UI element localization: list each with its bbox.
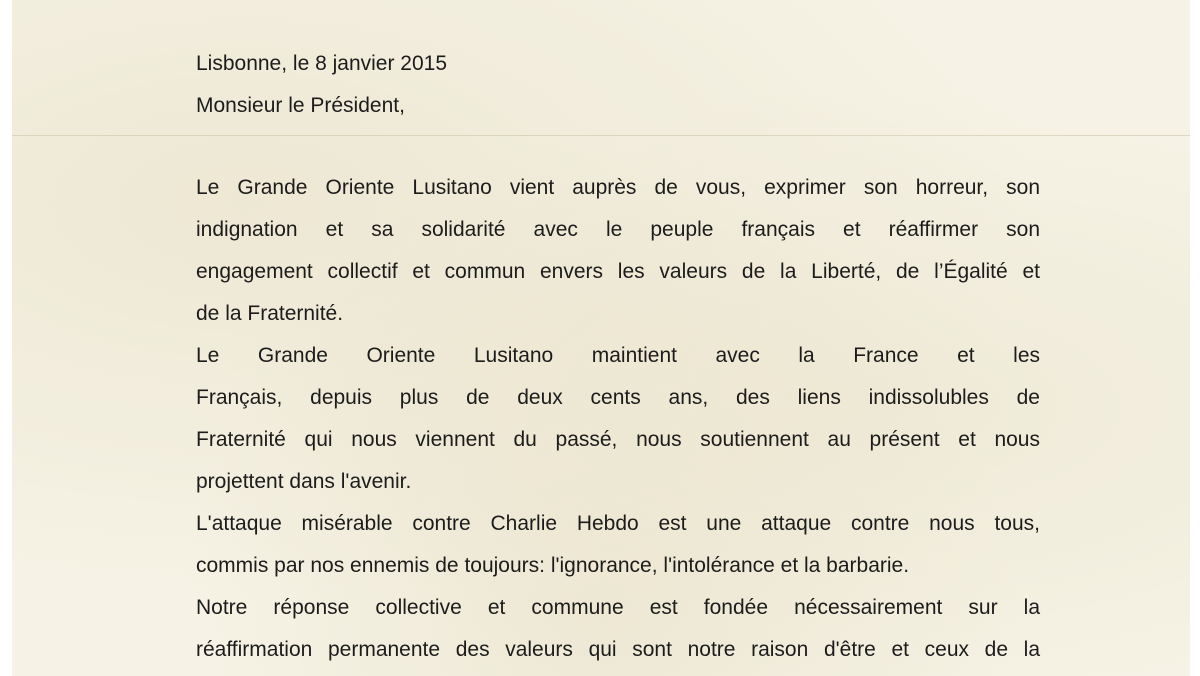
paragraph2-line2: Français, depuis plus de deux cents ans, des liens indissolubles de (196, 386, 1040, 409)
paragraph1-line3: engagement collectif et commun envers les valeurs de la Liberté, de l’Égalité et (196, 260, 1040, 283)
paragraph3-line2: commis par nos ennemis de toujours: l'ignorance, l'intolérance et la barbarie. (196, 554, 910, 577)
letter-place-date: Lisbonne, le 8 janvier 2015 (196, 52, 448, 75)
paragraph1-line2: indignation et sa solidarité avec le peuple français et réaffirmer son (196, 218, 1040, 241)
paragraph2-line3: Fraternité qui nous viennent du passé, nous soutiennent au présent et nous (196, 428, 1040, 451)
paper-fold-line (12, 135, 1190, 136)
paragraph1-line1: Le Grande Oriente Lusitano vient auprès de vous, exprimer son horreur, son (196, 176, 1040, 199)
paragraph1-line4: de la Fraternité. (196, 302, 344, 325)
paragraph4-line1: Notre réponse collective et commune est fondée nécessairement sur la (196, 596, 1040, 619)
paragraph3-line1: L'attaque misérable contre Charlie Hebdo est une attaque contre nous tous, (196, 512, 1040, 535)
paragraph2-line4: projettent dans l'avenir. (196, 470, 412, 493)
letter-salutation: Monsieur le Président, (196, 94, 405, 117)
paragraph4-line2: réaffirmation permanente des valeurs qui sont notre raison d'être et ceux de la (196, 638, 1040, 661)
letter-page (12, 0, 1190, 676)
paragraph2-line1: Le Grande Oriente Lusitano maintient avec la France et les (196, 344, 1040, 367)
